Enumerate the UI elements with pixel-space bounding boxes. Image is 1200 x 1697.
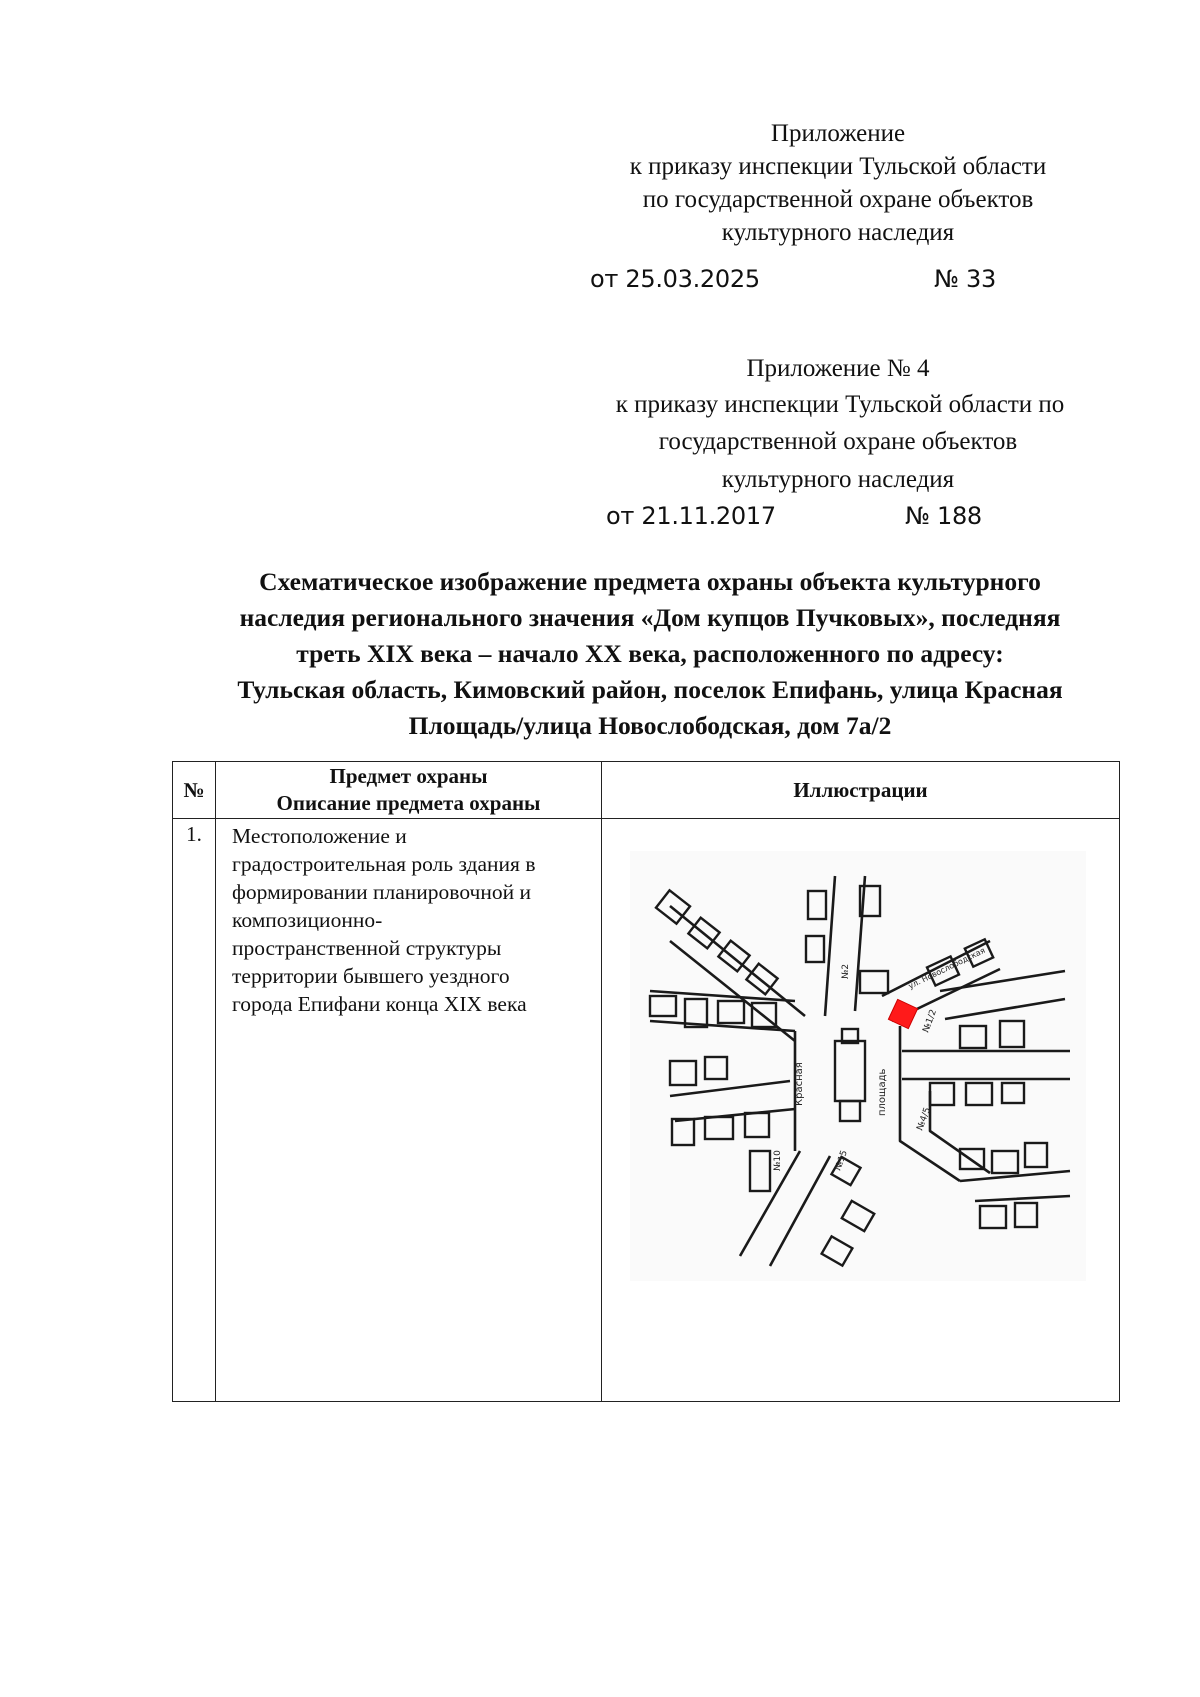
title-line-4: Тульская область, Кимовский район, поселок Епифань, улица Красная [237,675,1063,704]
appendix-date: от 21.11.2017 [606,502,776,530]
approval-number: № 33 [934,265,996,293]
description-line-3: формировании планировочной и [232,880,531,904]
row-number: 1. [173,819,216,1402]
table-header-row [173,762,1120,819]
title-line-3: треть XIX века – начало XX века, расположенного по адресу: [296,639,1004,668]
label-ploshad: площадь [877,1068,888,1116]
header-subject-line-1: Предмет охраны [329,764,488,788]
approval-date: от 25.03.2025 [590,265,760,293]
header-number: № [173,762,216,819]
approval-line-3: культурного наследия [721,219,955,246]
label-n15: №15 [833,1149,850,1173]
description-line-2: градостроительная роль здания в [232,852,536,876]
row-illustration [602,819,1120,1402]
approval-label: Приложение [770,120,906,147]
appendix-line-1: к приказу инспекции Тульской области по [615,391,1065,418]
title-line-5: Площадь/улица Новослободская, дом 7а/2 [408,711,892,740]
description-line-7: города Епифани конца XIX века [232,992,527,1016]
description-line-4: композиционно- [232,908,383,932]
header-subject [216,762,602,819]
title-line-1: Схематическое изображение предмета охраны объекта культурного [259,567,1041,596]
header-subject-line-2: Описание предмета охраны [276,791,541,815]
row-description [216,819,602,1402]
document-title [150,564,1150,744]
description-line-1: Местоположение и [232,824,407,848]
appendix-number: № 188 [905,502,982,530]
title-line-2: наследия регионального значения «Дом купцов Пучковых», последняя [239,603,1061,632]
map-background [630,851,1086,1281]
label-n10: №10 [773,1150,783,1171]
approval-line-2: по государственной охране объектов [642,186,1034,213]
header-illustrations: Иллюстрации [602,762,1120,819]
description-line-5: пространственной структуры [232,936,502,960]
appendix-line-2: государственной охране объектов [658,428,1018,455]
site-plan-map [630,851,1086,1281]
appendix-line-3: культурного наследия [721,466,955,493]
label-krasnaya: Красная [794,1062,805,1106]
protection-subject-table [172,761,1120,1402]
appendix-label: Приложение № 4 [746,355,930,382]
map-container [602,819,1119,1399]
label-novoslobodskaya: ул. Новослободская [906,945,987,991]
approval-line-1: к приказу инспекции Тульской области [629,153,1047,180]
label-n4: №4/5 [915,1106,933,1133]
label-n1-2: №1/2 [921,1008,939,1035]
description-line-6: территории бывшего уездного [232,964,510,988]
table-row [173,819,1120,1402]
label-n2: №2 [841,963,851,979]
